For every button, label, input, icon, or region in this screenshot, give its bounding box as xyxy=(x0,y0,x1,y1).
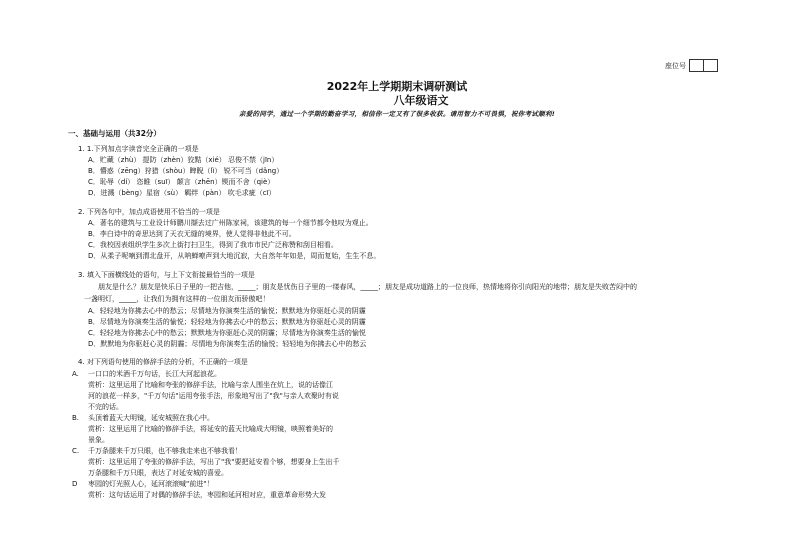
option-c: C．我校因表组织学生多次上街打扫卫生，得到了我市市民广泛称赞和刮目相看。 xyxy=(88,241,338,249)
seat-number xyxy=(665,59,718,72)
option-mark: D xyxy=(72,480,78,488)
option-a: A．贮藏（zhù） 提防（zhèn）狡黠（xié） 忍俊不禁（jīn） xyxy=(88,156,279,164)
question-stem: 3. 填入下面横线处的语句，与上下文衔接最恰当的一项是 xyxy=(78,271,255,279)
option-a: A．著名的建筑与工业设计师鹏川撷去过广州陈家祠，该建筑的每一个细节都令他叹为观止。 xyxy=(88,219,373,227)
option-line: 枣园的灯光照人心，延河滚滚喊"前进"！ xyxy=(88,480,214,488)
section-heading: 一、基础与运用（共32分） xyxy=(68,129,161,138)
option-d: D．默默地为你驱赶心灵的阴霾；尽情地为你演奏生活的愉悦；轻轻地为你拂去心中的愁云 xyxy=(88,340,367,348)
option-b: B．懵惑（zēng）狩猎（shòu）睥睨（lì） 锐不可当（dǎng） xyxy=(88,167,284,175)
passage-line: 一盏明灯，_____，让我们为拥有这样的一位朋友而骄傲吧！ xyxy=(84,295,270,303)
passage-line: 朋友是什么？朋友是快乐日子里的一把吉他，_____；朋友是忧伤日子里的一缕春风，_____；朋友是成功道路上的一位良师，热情地将你引向阳光的地带；朋友是失败苦闷中的 xyxy=(98,283,637,291)
seat-box xyxy=(704,59,718,72)
option-line: 赏析：这里运用了比喻的修辞手法，将延安的蓝天比喻成大明镜，映照着美好的 xyxy=(88,425,333,433)
option-b: B．尽情地为你演奏生活的愉悦；轻轻地为你拂去心中的愁云；默默地为你驱赶心灵的阴霾 xyxy=(88,318,366,326)
option-line: 河的浪花一样多，"千万句话"运用夸张手法，形象地写出了"我"与亲人欢聚时有说 xyxy=(88,392,339,400)
option-line: 头顶着蓝天大明镜，延安城照在我心中。 xyxy=(88,414,214,422)
encouragement-text: 亲爱的同学，通过一个学期的勤奋学习，相信你一定又有了很多收获。请用智力不可畏惧，祝你考试顺利! xyxy=(238,110,556,118)
option-line: 赏析：这里运用了比喻和夸张的修辞手法，比喻与亲人围坐在炕上，说的话像江 xyxy=(88,381,333,389)
option-mark: C. xyxy=(72,447,80,455)
seat-box xyxy=(689,59,704,72)
option-line: 景象。 xyxy=(88,436,109,444)
option-c: C．轻轻地为你拂去心中的愁云；默默地为你驱赶心灵的阴霾；尽情地为你演奏生活的愉悦 xyxy=(88,329,366,337)
question-stem: 2. 下列各句中，加点成语使用不恰当的一项是 xyxy=(78,208,220,216)
seat-label: 座位号 xyxy=(665,61,686,70)
option-line: 一口口的米酒千万句话，长江大河起浪花。 xyxy=(88,370,221,378)
option-d: D．迸溅（bèng）星宿（sù） 羁绊（pàn） 吹毛求疵（cī） xyxy=(88,189,276,197)
option-line: 赏析：这句话运用了对偶的修辞手法，枣园和延河相对应，重意革命形势大发 xyxy=(88,491,326,499)
option-c: C．恥辱（dí） 恣睢（suī） 颠言（zhēn）锲而不舍（qiè） xyxy=(88,178,275,186)
option-a: A．轻轻地为你拂去心中的愁云；尽情地为你演奏生活的愉悦；默默地为你驱赶心灵的阴霾 xyxy=(88,307,366,315)
option-line: 千万条腿来千万只眼，也不够我走来也不够我看！ xyxy=(88,447,242,455)
question-stem: 1. 1.下列加点字读音完全正确的一项是 xyxy=(78,145,199,153)
option-line: 不完的话。 xyxy=(88,403,123,411)
question-stem: 4. 对下列语句使用的修辞手法的分析，不正确的一项是 xyxy=(78,358,248,366)
option-b: B．李白诗中的奇思达到了天衣无缝的境界，使人觉得非他此不可。 xyxy=(88,230,296,238)
exam-title: 2022年上学期期末调研测试 xyxy=(326,80,468,93)
option-line: 赏析：这里运用了夸张的修辞手法，写出了"我"要把延安看个够，想要身上生出千 xyxy=(88,458,340,466)
option-mark: A. xyxy=(72,370,79,378)
option-d: D．从柔子呢喃到渭北盘开，从呐蝉嘹声到大地沉寂，大自然年年如是，周而复始，生生不息。 xyxy=(88,252,381,260)
option-line: 万条腿和千万只眼，表达了对延安城的喜爱。 xyxy=(88,469,228,477)
exam-subtitle: 八年级语文 xyxy=(393,94,449,107)
option-mark: B. xyxy=(72,414,80,422)
